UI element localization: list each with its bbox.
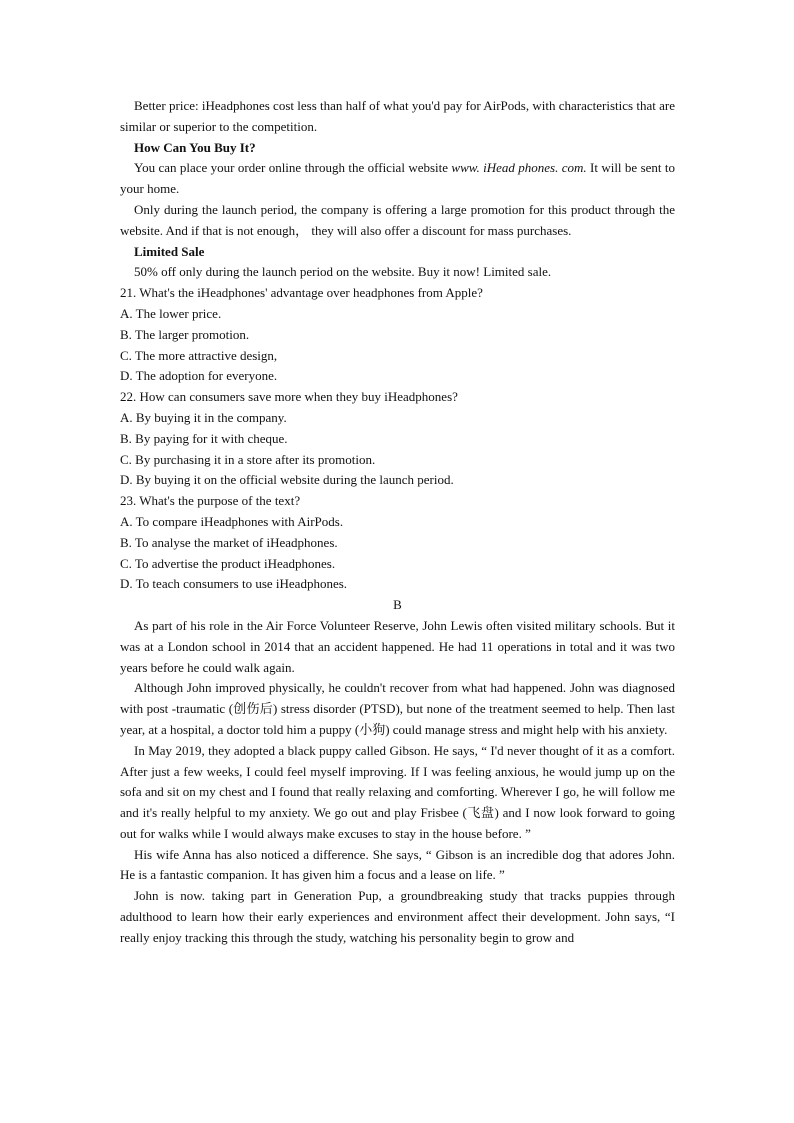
option-d: D. To teach consumers to use iHeadphones. [120,576,348,592]
question-22 [120,387,675,491]
option-d: D. The adoption for everyone. [120,368,278,384]
question-21 [120,283,675,387]
website-url: www. iHead phones. com. [451,160,587,176]
option-b: B. The larger promotion. [120,326,250,342]
order-text-after: It will be sent to your home. [120,160,676,197]
limited-sale-paragraph: 50% off only during the launch period on the website. Buy it now! Limited sale. [134,264,552,280]
option-b: B. To analyse the market of iHeadphones. [120,534,338,550]
option-b: B. By paying for it with cheque. [120,430,288,446]
question-text: 21. What's the iHeadphones' advantage over headphones from Apple? [120,285,483,301]
section-b-paragraph-5: John is now. taking part in Generation Pup, a groundbreaking study that tracks puppies through adulthood to learn how their early experiences and environment affect their development. John says, “I really enjoy tracking this through the study, watching his personality begin to grow and [120,888,675,945]
option-a: A. The lower price. [120,305,222,321]
option-c: C. The more attractive design, [120,347,278,363]
section-b-label: B [393,597,402,613]
question-text: 22. How can consumers save more when they buy iHeadphones? [120,389,458,405]
document-body [120,96,675,949]
section-b-paragraph-3: In May 2019, they adopted a black puppy called Gibson. He says, “ I'd never thought of it as a comfort. After just a few weeks, I could feel myself improving. If I was feeling anxious, he would jump up on the sofa and sit on my chest and I found that really relaxing and comforting. Wherever I go, he will follow me and it's really helpful to my anxiety. We go out and play Frisbee (飞盘) and I now look forward to going out for walks while I would always make excuses to stay in the house before. ” [120,742,675,841]
order-paragraph [120,158,675,200]
option-a: A. By buying it in the company. [120,409,287,425]
better-price-paragraph: Better price: iHeadphones cost less than half of what you'd pay for AirPods, with characteristics that are similar or superior to the competition. [120,98,675,134]
option-c: C. By purchasing it in a store after its promotion. [120,451,376,467]
question-text: 23. What's the purpose of the text? [120,493,301,509]
limited-sale-heading: Limited Sale [134,243,205,259]
launch-period-paragraph: Only during the launch period, the company is offering a large promotion for this product through the website. And if that is not enough， they will also offer a discount for mass purchases. [120,201,675,238]
how-to-buy-heading: How Can You Buy It? [134,139,256,155]
section-b-paragraph-1: As part of his role in the Air Force Volunteer Reserve, John Lewis often visited military schools. But it was at a London school in 2014 that an accident happened. He had 11 operations in total and it was two years before he could walk again. [120,617,675,675]
section-b-paragraph-4: His wife Anna has also noticed a difference. She says, “ Gibson is an incredible dog that adores John. He is a fantastic companion. It has given him a focus and a lease on life. ” [120,846,675,883]
option-c: C. To advertise the product iHeadphones. [120,555,336,571]
option-d: D. By buying it on the official website during the launch period. [120,472,454,488]
option-a: A. To compare iHeadphones with AirPods. [120,513,344,529]
section-b-paragraph-2: Although John improved physically, he couldn't recover from what had happened. John was diagnosed with post -traumatic (创伤后) stress disorder (PTSD), but none of the treatment seemed to help. Then last year, at a hospital, a doctor told him a puppy (小狗) could manage stress and might help with his anxiety. [120,680,675,737]
order-text-before: You can place your order online through the official website [134,160,452,176]
question-23 [120,491,675,595]
